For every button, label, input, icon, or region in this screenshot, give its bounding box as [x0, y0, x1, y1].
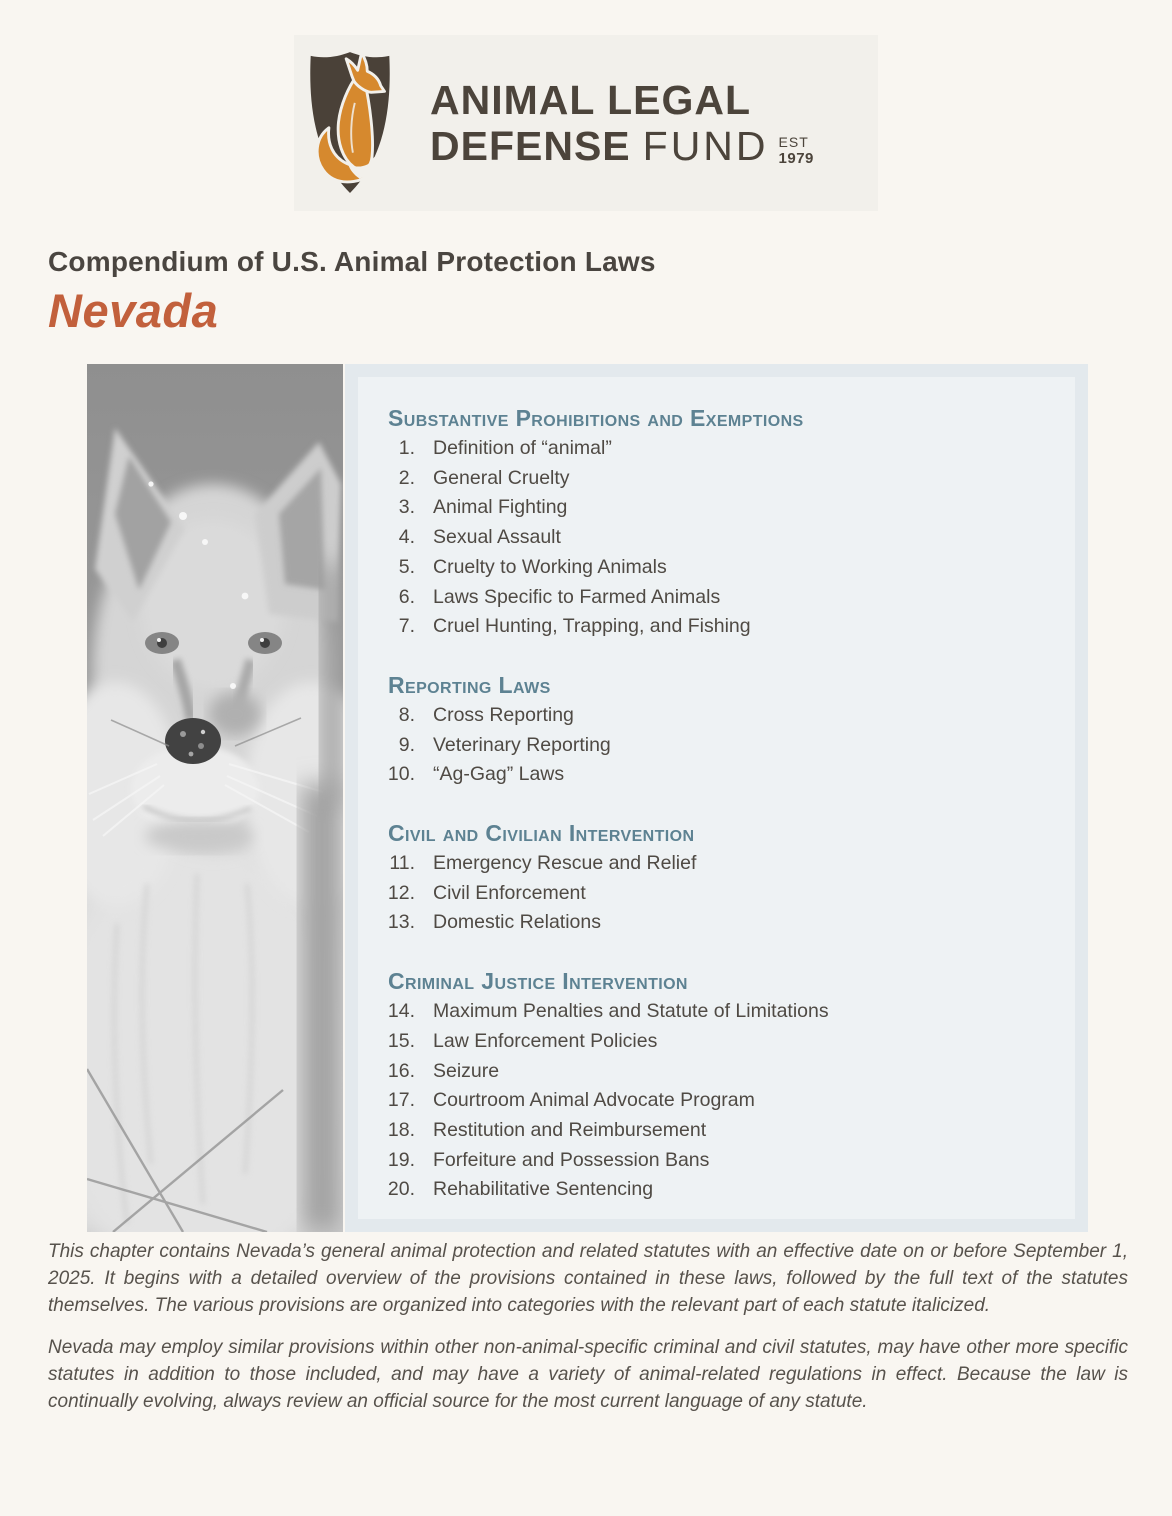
toc-item	[358, 464, 1075, 494]
toc-item-number: 15.	[387, 1029, 415, 1052]
toc-item-number: 10.	[387, 763, 415, 786]
toc-item-label: Veterinary Reporting	[433, 733, 611, 756]
toc-item-label: “Ag-Gag” Laws	[433, 763, 565, 786]
toc-item-number: 5.	[398, 555, 415, 578]
logo-est-badge	[779, 135, 814, 166]
toc-item-label: Sexual Assault	[433, 526, 561, 549]
logo-est-year: 1979	[778, 150, 814, 168]
toc-item-number: 20.	[387, 1178, 415, 1201]
toc-item-label: Seizure	[433, 1059, 500, 1082]
toc-item-number: 11.	[389, 852, 415, 875]
toc-section	[358, 968, 1075, 1205]
toc-item-label: Definition of “animal”	[433, 437, 612, 459]
toc-item-label: Rehabilitative Sentencing	[433, 1178, 654, 1201]
toc-item	[358, 612, 1075, 642]
toc-item-label: Law Enforcement Policies	[433, 1029, 658, 1052]
logo-est-label: EST	[778, 134, 809, 151]
toc-item	[358, 1116, 1075, 1146]
logo-line1: ANIMAL LEGAL	[430, 76, 752, 123]
footnote-paragraph-2: Nevada may employ similar provisions within other non-animal-specific criminal and civil statutes, may have other more specific statutes in addition to those included, and may have a variety of animal-related regulations in effect. Because the law is continually evolving, always review an official source for the most current language of any statute.	[48, 1336, 1128, 1413]
toc-item-label: Laws Specific to Farmed Animals	[433, 585, 721, 608]
toc-item-label: Civil Enforcement	[433, 881, 586, 904]
toc-item-label: General Cruelty	[433, 466, 570, 489]
toc-item	[358, 849, 1075, 879]
toc-item	[358, 523, 1075, 553]
toc-item	[358, 760, 1075, 790]
fox-photo	[87, 364, 343, 1232]
toc-item-number: 12.	[387, 881, 415, 904]
toc-item-number: 19.	[387, 1148, 415, 1171]
toc-item-number: 13.	[387, 911, 415, 934]
toc-item-label: Maximum Penalties and Statute of Limitations	[433, 1000, 829, 1023]
toc-item	[358, 434, 1075, 464]
toc-section-heading: Reporting Laws	[388, 671, 551, 698]
toc-sections	[358, 377, 1075, 1219]
aldf-shield-fox-icon	[304, 47, 396, 199]
toc-item-label: Courtroom Animal Advocate Program	[433, 1089, 755, 1112]
toc-item-number: 8.	[398, 703, 415, 726]
toc-item-number: 2.	[398, 466, 415, 489]
toc-item	[358, 583, 1075, 613]
toc-item-number: 6.	[398, 585, 415, 608]
toc-item-number: 9.	[398, 733, 415, 756]
toc-item-number: 3.	[398, 496, 415, 519]
toc-item-number: 18.	[387, 1118, 415, 1141]
page-header	[48, 246, 656, 338]
aldf-logo	[294, 35, 878, 211]
footnote-paragraph-1: This chapter contains Nevada’s general animal protection and related statutes with an effective date on or before September 1, 2025. It begins with a detailed overview of the provisions contained in these laws, followed by the full text of the statutes themselves. The various provisions are organized into categories with the relevant part of each statute italicized.	[48, 1241, 1128, 1317]
toc-item	[358, 493, 1075, 523]
toc-section	[358, 820, 1075, 938]
toc-item-number: 1.	[398, 437, 415, 459]
toc-section-heading: Civil and Civilian Intervention	[388, 820, 695, 847]
toc-list	[358, 701, 1075, 790]
toc-item-label: Cross Reporting	[433, 703, 574, 726]
toc-item-label: Cruel Hunting, Trapping, and Fishing	[433, 615, 751, 638]
toc-section-heading: Criminal Justice Intervention	[388, 968, 688, 995]
toc-item	[358, 1086, 1075, 1116]
toc-section	[358, 405, 1075, 642]
toc-item-number: 4.	[398, 526, 415, 549]
toc-item	[358, 1175, 1075, 1205]
toc-item-label: Cruelty to Working Animals	[433, 555, 667, 578]
toc-item	[358, 553, 1075, 583]
toc-list	[358, 997, 1075, 1205]
logo-defense: DEFENSE	[430, 123, 631, 169]
toc-item-label: Domestic Relations	[433, 911, 601, 934]
toc-section-heading: Substantive Prohibitions and Exemptions	[388, 405, 804, 431]
toc-item-number: 16.	[387, 1059, 415, 1082]
compendium-title: Compendium of U.S. Animal Protection Laws	[48, 246, 656, 277]
toc-list	[358, 434, 1075, 642]
toc-item-label: Restitution and Reimbursement	[433, 1118, 707, 1141]
toc-item-label: Animal Fighting	[433, 496, 568, 519]
toc-item	[358, 908, 1075, 938]
toc-item	[358, 731, 1075, 761]
aldf-logo-text	[430, 78, 814, 169]
toc-item-number: 7.	[398, 615, 415, 638]
toc-item	[358, 1057, 1075, 1087]
footnotes	[48, 1238, 1128, 1415]
toc-section	[358, 672, 1075, 790]
content-row	[87, 364, 1088, 1232]
logo-fund: FUND	[642, 123, 769, 169]
toc-item-label: Emergency Rescue and Relief	[433, 852, 697, 875]
toc-panel	[345, 364, 1088, 1232]
toc-item	[358, 879, 1075, 909]
state-title: Nevada	[48, 284, 219, 337]
toc-item-number: 17.	[387, 1089, 415, 1112]
toc-item-label: Forfeiture and Possession Bans	[433, 1148, 710, 1171]
toc-item	[358, 997, 1075, 1027]
toc-item	[358, 701, 1075, 731]
toc-item	[358, 1146, 1075, 1176]
toc-item-number: 14.	[387, 1000, 415, 1023]
toc-item	[358, 1027, 1075, 1057]
toc-list	[358, 849, 1075, 938]
